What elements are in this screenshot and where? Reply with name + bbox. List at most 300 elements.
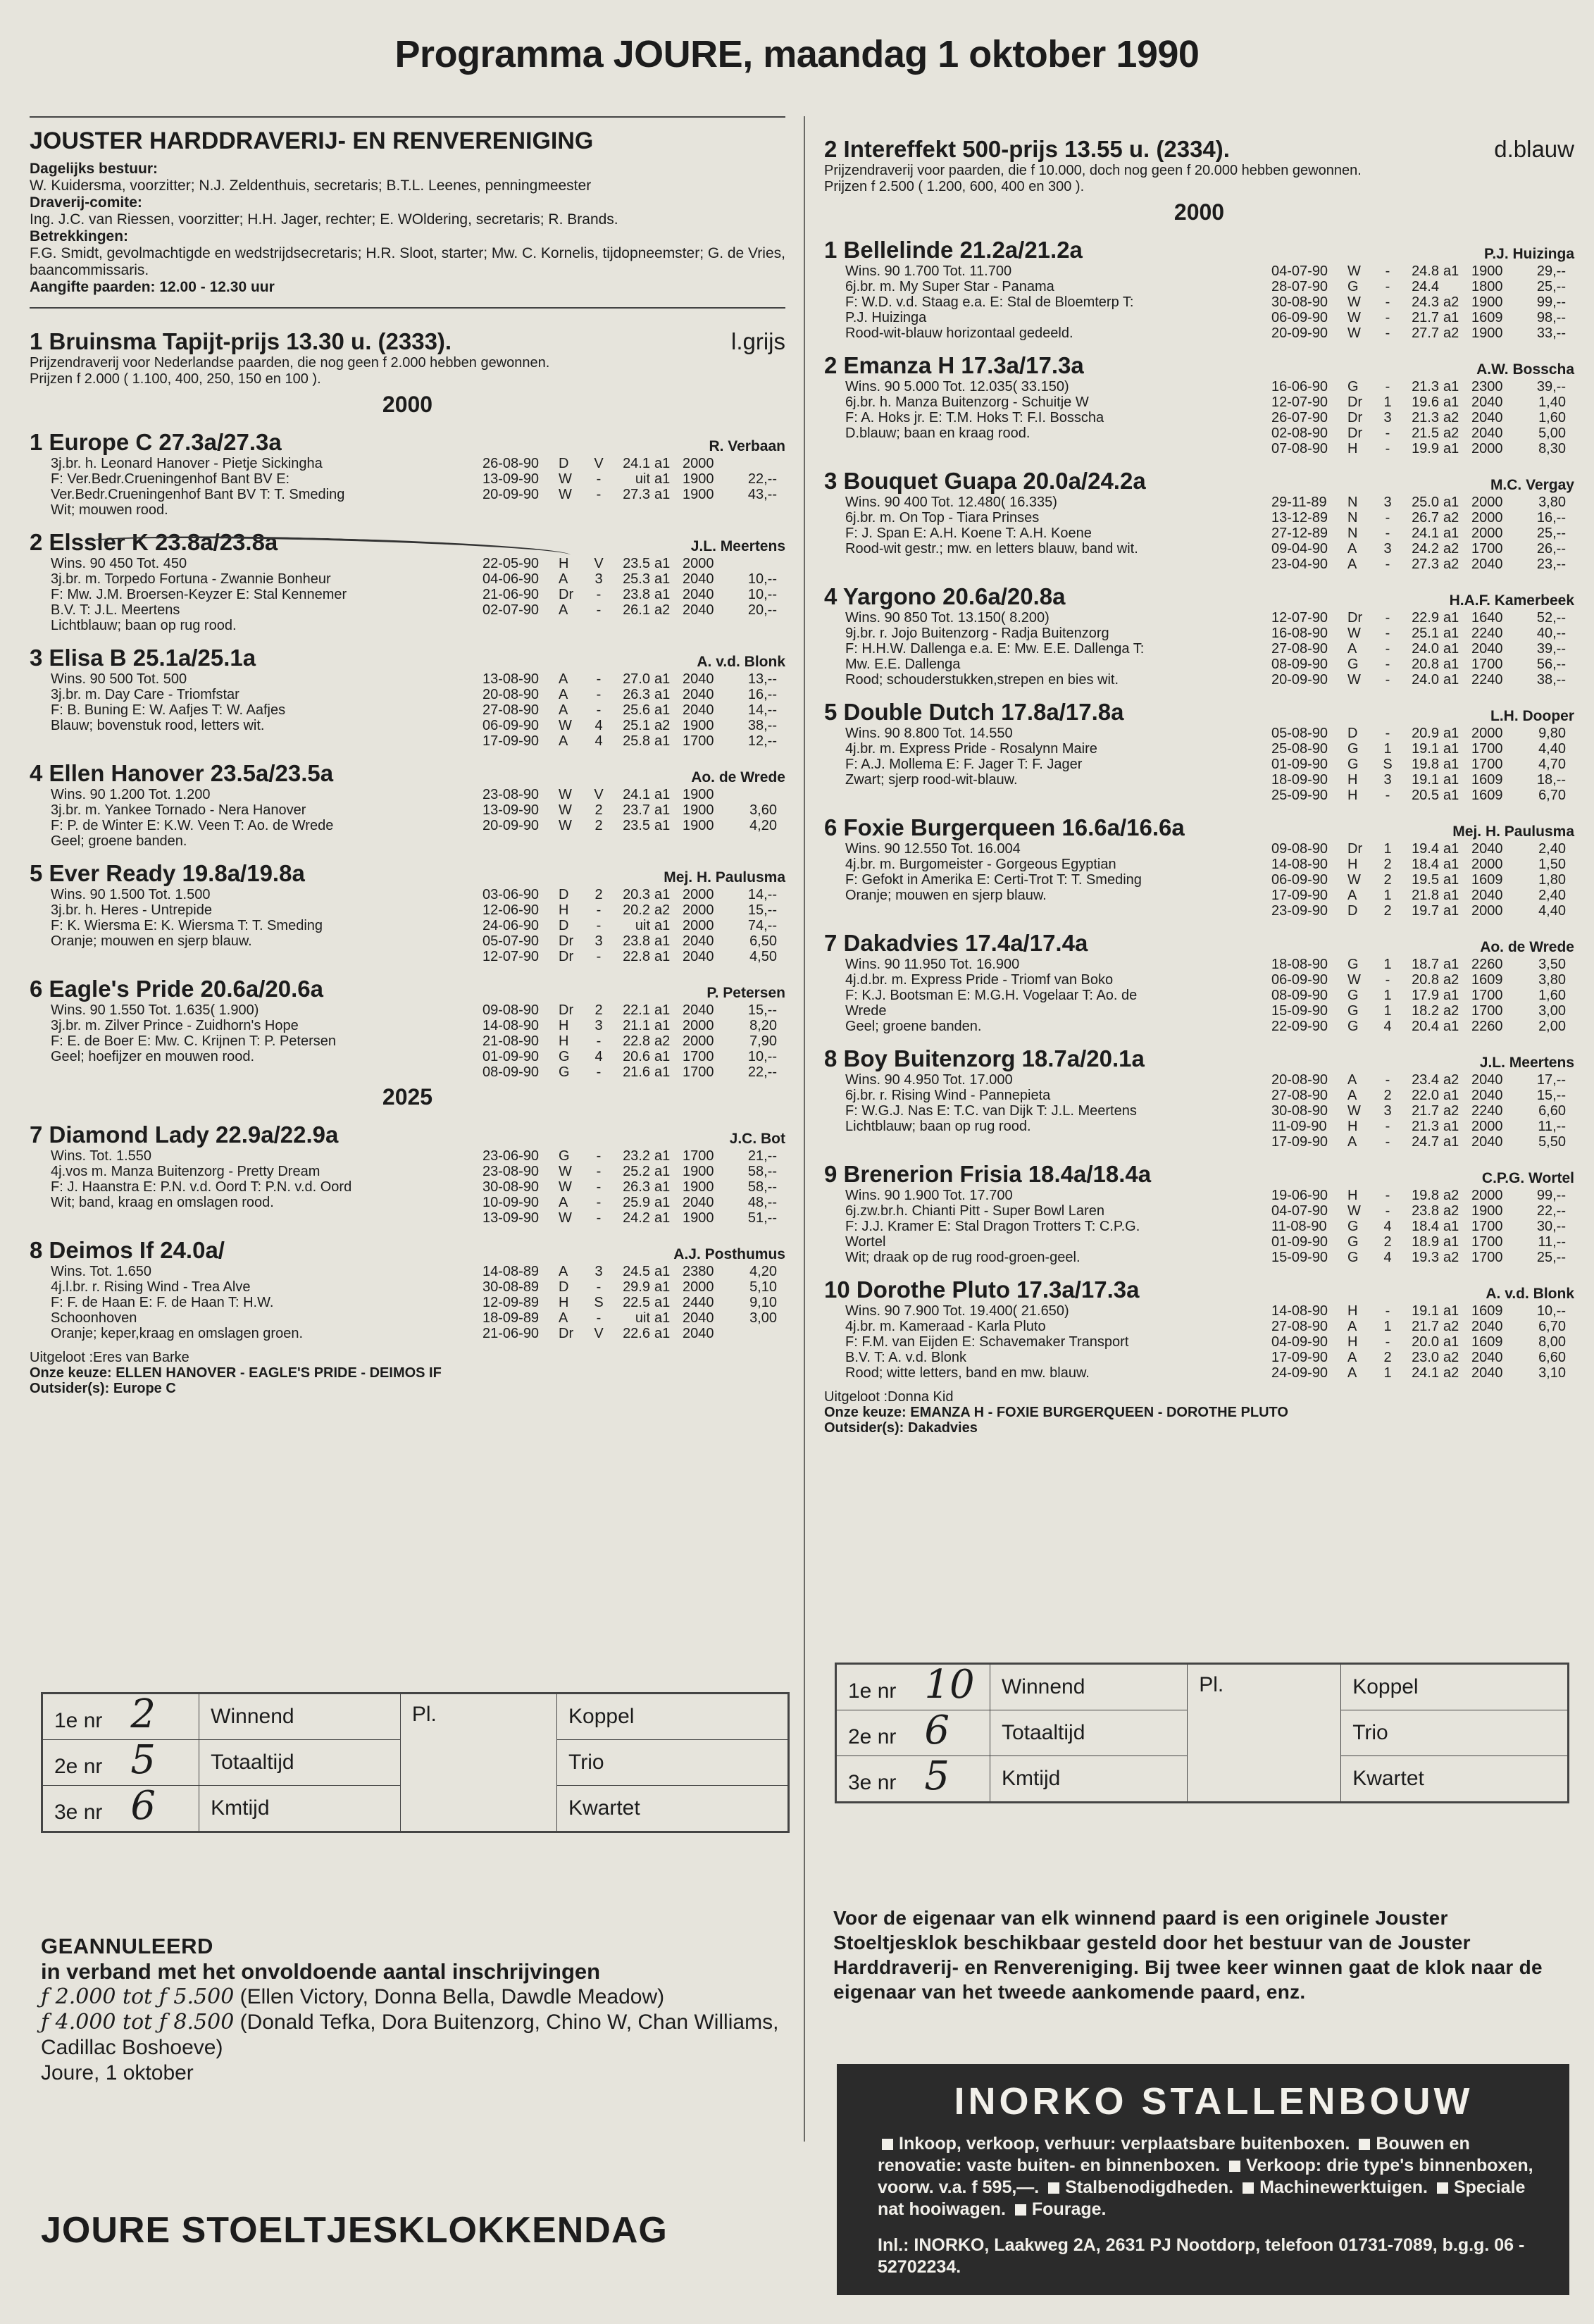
perf-time: 18.9	[1412, 1234, 1439, 1250]
performance-table	[1271, 841, 1574, 919]
perf-time: 20.8	[1412, 657, 1439, 672]
perf-place: 2	[594, 887, 603, 902]
result-label: Kmtijd	[990, 1756, 1187, 1802]
horse-header	[824, 352, 1574, 379]
perf-track: W	[559, 1179, 572, 1195]
perf-prize: 3,00	[1538, 1003, 1566, 1019]
horse-info-line: Wins. 90 5.000 Tot. 12.035( 33.150)	[845, 379, 1069, 394]
perf-distance: 2000	[683, 456, 714, 471]
perf-date: 29-11-89	[1271, 495, 1327, 510]
performance-row	[482, 671, 785, 687]
perf-distance: 1640	[1471, 610, 1503, 626]
performance-row	[1271, 772, 1574, 788]
perf-distance: 1700	[683, 1064, 714, 1080]
perf-prize: 40,--	[1536, 626, 1566, 641]
perf-date: 13-09-90	[482, 471, 540, 487]
horse-info-line: Rood; witte letters, band en mw. blauw.	[845, 1365, 1090, 1381]
horse-name: 3 Elisa B 25.1a/25.1a	[30, 645, 256, 671]
perf-track: A	[559, 733, 568, 749]
perf-time: uit	[635, 1310, 650, 1326]
perf-prize: 10,--	[747, 571, 777, 587]
perf-start: a1	[654, 1064, 671, 1080]
cancelled-section	[41, 1934, 798, 2086]
perf-place: -	[596, 1148, 602, 1164]
horse-entry	[30, 860, 785, 964]
race-color: l.grijs	[730, 328, 785, 354]
result-position	[43, 1691, 199, 1740]
perf-time: 20.2	[623, 902, 650, 918]
perf-prize: 21,--	[747, 1148, 777, 1164]
perf-time: 22.8	[623, 1033, 650, 1049]
perf-track: H	[1347, 788, 1358, 803]
perf-start: a1	[1443, 379, 1459, 394]
perf-date: 20-08-90	[1271, 1072, 1328, 1088]
performance-row	[482, 602, 785, 618]
perf-distance: 1700	[1471, 1003, 1503, 1019]
horse-info-line: Wortel	[845, 1234, 886, 1250]
perf-time: 23.8	[1412, 1203, 1439, 1219]
horse-entry	[30, 760, 785, 849]
race-prizes: Prijzen f 2.000 ( 1.100, 400, 250, 150 en 100 ).	[30, 371, 321, 387]
perf-date: 04-07-90	[1271, 263, 1328, 279]
performance-row	[482, 933, 785, 949]
perf-start: a1	[1443, 1134, 1459, 1150]
perf-track: D	[559, 1279, 569, 1295]
perf-track: W	[559, 1210, 572, 1226]
result-card-race-1	[41, 1692, 790, 1833]
horse-trainer: H.A.F. Kamerbeek	[1449, 592, 1574, 609]
horse-info-line: F: F. de Haan E: F. de Haan T: H.W.	[51, 1295, 274, 1310]
perf-prize: 6,50	[749, 933, 777, 949]
horse-body	[824, 263, 1574, 341]
horse-name: 2 Emanza H 17.3a/17.3a	[824, 352, 1084, 378]
perf-distance: 2040	[683, 1002, 714, 1018]
perf-time: 19.1	[1412, 1303, 1439, 1319]
perf-start: a2	[1443, 425, 1459, 441]
perf-prize: 1,50	[1538, 857, 1566, 872]
perf-distance: 2040	[1471, 1088, 1503, 1103]
perf-prize: 48,--	[747, 1195, 777, 1210]
perf-start: a1	[1443, 1219, 1459, 1234]
perf-time: 25.0	[1412, 495, 1439, 510]
performance-row	[1271, 425, 1574, 441]
horse-trainer: A.W. Bosscha	[1476, 361, 1574, 378]
perf-date: 18-09-90	[1271, 772, 1328, 788]
perf-prize: 22,--	[747, 471, 777, 487]
horse-info-line: 4j.d.br. m. Express Pride - Triomf van Boko	[845, 972, 1114, 988]
perf-place: -	[1385, 526, 1390, 541]
perf-prize: 6,70	[1538, 788, 1566, 803]
horse-info-line: F: W.G.J. Nas E: T.C. van Dijk T: J.L. Meertens	[845, 1103, 1137, 1119]
performance-row	[1271, 294, 1574, 310]
perf-track: D	[559, 456, 569, 471]
result-bet: Koppel	[1341, 1665, 1568, 1710]
perf-track: G	[1347, 1019, 1359, 1034]
horse-info-line: D.blauw; baan en kraag rood.	[845, 425, 1031, 441]
perf-time: 26.1	[623, 602, 650, 618]
perf-track: A	[559, 571, 568, 587]
perf-place: -	[596, 1310, 602, 1326]
perf-distance: 2040	[1471, 425, 1503, 441]
horse-info-line: 6j.br. r. Rising Wind - Pannepieta	[845, 1088, 1051, 1103]
perf-prize: 7,90	[749, 1033, 777, 1049]
horse-body	[30, 671, 785, 749]
perf-start: a1	[1443, 672, 1459, 688]
horse-info-line: Wrede	[845, 1003, 887, 1019]
performance-row	[482, 571, 785, 587]
performance-row	[1271, 1072, 1574, 1088]
perf-prize: 25,--	[1536, 279, 1566, 294]
perf-track: Dr	[1347, 425, 1363, 441]
horse-entry	[824, 814, 1574, 919]
perf-start: a1	[1443, 888, 1459, 903]
perf-date: 11-08-90	[1271, 1219, 1327, 1234]
perf-date: 08-09-90	[1271, 657, 1328, 672]
perf-start: a1	[1443, 1119, 1459, 1134]
perf-date: 30-08-90	[1271, 294, 1328, 310]
perf-date: 17-09-90	[482, 733, 540, 749]
perf-distance: 2040	[1471, 1350, 1503, 1365]
perf-start: a1	[654, 887, 671, 902]
handwritten-number: 5	[924, 1753, 950, 1799]
race-distance: 2000	[1173, 199, 1225, 225]
perf-prize: 5,50	[1538, 1134, 1566, 1150]
horse-name: 7 Dakadvies 17.4a/17.4a	[824, 930, 1088, 956]
org-section-text: W. Kuidersma, voorzitter; N.J. Zeldenthuis, secretaris; B.T.L. Leenes, penningmeester	[30, 178, 592, 194]
horse-info-line: Schoonhoven	[51, 1310, 137, 1326]
horse-entry	[30, 429, 785, 518]
horse-info-line: F: W.D. v.d. Staag e.a. E: Stal de Bloemterp T:	[845, 294, 1134, 310]
horse-info-line: 6j.br. m. On Top - Tiara Prinses	[845, 510, 1040, 526]
perf-place: 3	[1383, 410, 1392, 425]
horse-info-line: 9j.br. r. Jojo Buitenzorg - Radja Buitenzorg	[845, 626, 1109, 641]
horse-header	[824, 930, 1574, 957]
org-section-label: Betrekkingen:	[30, 228, 129, 244]
perf-place: -	[596, 602, 602, 618]
performance-table	[482, 787, 785, 849]
horse-entry	[30, 1237, 785, 1341]
perf-date: 25-09-90	[1271, 788, 1328, 803]
performance-row	[1271, 672, 1574, 688]
perf-start: a2	[1443, 1365, 1459, 1381]
perf-prize: 13,--	[747, 671, 777, 687]
performance-row	[482, 1195, 785, 1210]
perf-place: -	[1385, 641, 1390, 657]
perf-prize: 3,00	[749, 1310, 777, 1326]
handwritten-number: 10	[924, 1662, 975, 1708]
horse-trainer: Ao. de Wrede	[1480, 939, 1574, 955]
perf-date: 15-09-90	[1271, 1003, 1328, 1019]
perf-place: 2	[1383, 872, 1392, 888]
horse-header	[30, 1121, 785, 1148]
perf-date: 05-08-90	[1271, 726, 1328, 741]
ad-item: Stalbenodigdheden.	[1065, 2177, 1234, 2197]
perf-distance: 2240	[1471, 626, 1503, 641]
perf-place: -	[1385, 1119, 1390, 1134]
result-label: Totaaltijd	[199, 1740, 401, 1786]
horse-info-line: Wins. 90 11.950 Tot. 16.900	[845, 957, 1020, 972]
perf-prize: 15,--	[747, 1002, 777, 1018]
perf-time: 25.3	[623, 571, 650, 587]
perf-time: 21.3	[1412, 410, 1439, 425]
perf-time: 22.0	[1412, 1088, 1439, 1103]
perf-distance: 2040	[1471, 394, 1503, 410]
performance-row	[1271, 526, 1574, 541]
result-place: Pl.	[400, 1694, 556, 1832]
horse-body	[30, 787, 785, 849]
cancelled-horses: (Donald Tefka, Dora Buitenzorg, Chino W, Chan Williams, Cadillac Boshoeve)	[41, 2011, 779, 2059]
perf-track: G	[1347, 988, 1359, 1003]
horse-trainer: M.C. Vergay	[1490, 477, 1574, 493]
perf-place: -	[596, 587, 602, 602]
perf-date: 10-09-90	[482, 1195, 540, 1210]
perf-track: H	[559, 556, 569, 571]
horse-info-line: F: J. Haanstra E: P.N. v.d. Oord T: P.N. v.d. Oord	[51, 1179, 352, 1195]
race-color: d.blauw	[1494, 136, 1574, 162]
performance-row	[482, 1064, 785, 1080]
perf-date: 18-09-89	[482, 1310, 540, 1326]
perf-date: 24-06-90	[482, 918, 540, 933]
performance-row	[482, 1210, 785, 1226]
horse-trainer: Mej. H. Paulusma	[664, 869, 785, 886]
perf-place: -	[596, 1033, 602, 1049]
performance-row	[1271, 394, 1574, 410]
performance-row	[1271, 1119, 1574, 1134]
performance-row	[1271, 1234, 1574, 1250]
perf-track: G	[1347, 1234, 1359, 1250]
perf-track: Dr	[1347, 610, 1363, 626]
cancelled-line	[41, 1984, 798, 2010]
perf-start: a1	[654, 487, 671, 502]
horse-info	[51, 556, 482, 633]
horse-info-line: F: F.M. van Eijden E: Schavemaker Transport	[845, 1334, 1129, 1350]
perf-time: 22.8	[623, 949, 650, 964]
perf-track: W	[559, 718, 572, 733]
perf-date: 03-06-90	[482, 887, 540, 902]
perf-distance: 1900	[683, 1179, 714, 1195]
perf-start: a1	[654, 818, 671, 833]
horse-header	[30, 1237, 785, 1264]
perf-date: 26-08-90	[482, 456, 540, 471]
result-bet: Trio	[1341, 1710, 1568, 1756]
perf-place: 3	[1383, 1103, 1392, 1119]
perf-place: -	[1385, 263, 1390, 279]
perf-time: 25.9	[623, 1195, 650, 1210]
performance-row	[1271, 757, 1574, 772]
performance-row	[482, 1002, 785, 1018]
perf-track: G	[1347, 279, 1359, 294]
perf-distance: 1700	[1471, 1234, 1503, 1250]
horse-header	[824, 468, 1574, 495]
horse-info-line: 4j.l.br. r. Rising Wind - Trea Alve	[51, 1279, 251, 1295]
result-position-label: 2e nr	[54, 1755, 103, 1778]
horse-info-line: 3j.br. m. Day Care - Triomfstar	[51, 687, 239, 702]
perf-place: -	[1385, 626, 1390, 641]
horse-entry	[824, 468, 1574, 572]
perf-distance: 1609	[1471, 1334, 1503, 1350]
result-card-race-2	[835, 1663, 1569, 1803]
horse-name: 7 Diamond Lady 22.9a/22.9a	[30, 1121, 339, 1148]
perf-distance: 1900	[683, 718, 714, 733]
performance-table	[1271, 1072, 1574, 1150]
horse-info-line: F: Ver.Bedr.Crueningenhof Bant BV E:	[51, 471, 290, 487]
perf-prize: 3,80	[1538, 495, 1566, 510]
perf-start: a1	[1443, 626, 1459, 641]
perf-prize: 1,60	[1538, 410, 1566, 425]
perf-distance: 1700	[1471, 541, 1503, 557]
result-position	[837, 1710, 990, 1756]
perf-time: 17.9	[1412, 988, 1439, 1003]
perf-place: -	[1385, 1303, 1390, 1319]
perf-prize: 51,--	[747, 1210, 777, 1226]
perf-place: 1	[1383, 1003, 1392, 1019]
perf-prize	[726, 1326, 777, 1341]
horse-name: 6 Eagle's Pride 20.6a/20.6a	[30, 976, 323, 1002]
perf-track: A	[1347, 557, 1357, 572]
perf-prize: 9,10	[749, 1295, 777, 1310]
perf-prize: 25,--	[1536, 1250, 1566, 1265]
perf-start: a1	[654, 556, 671, 571]
perf-place: -	[596, 949, 602, 964]
perf-start: a1	[1443, 526, 1459, 541]
perf-time: 21.3	[1412, 1119, 1439, 1134]
perf-date: 08-09-90	[482, 1064, 540, 1080]
horse-info	[845, 841, 1271, 919]
perf-time: 20.9	[1412, 726, 1439, 741]
perf-prize: 99,--	[1536, 294, 1566, 310]
perf-track: W	[1347, 626, 1361, 641]
cancelled-line	[41, 2010, 798, 2061]
perf-distance: 2000	[1471, 1119, 1503, 1134]
perf-track: A	[559, 702, 568, 718]
perf-place: -	[1385, 672, 1390, 688]
perf-distance: 2000	[1471, 857, 1503, 872]
horse-info-line: 4j.br. m. Burgomeister - Gorgeous Egyptian	[845, 857, 1116, 872]
cancelled-horses: (Ellen Victory, Donna Bella, Dawdle Meadow)	[234, 1985, 665, 2008]
race-distance: 2000	[382, 392, 433, 417]
performance-row	[482, 1179, 785, 1195]
perf-distance: 1900	[1471, 263, 1503, 279]
perf-track: W	[1347, 294, 1361, 310]
horse-info-line: Wit; band, kraag en omslagen rood.	[51, 1195, 274, 1210]
performance-row	[1271, 1088, 1574, 1103]
horse-trainer: J.C. Bot	[729, 1131, 785, 1147]
perf-place: 1	[1383, 1319, 1392, 1334]
perf-distance: 2000	[1471, 526, 1503, 541]
perf-place: V	[594, 556, 604, 571]
perf-prize: 3,60	[749, 802, 777, 818]
horse-body	[30, 887, 785, 964]
perf-track: A	[1347, 641, 1357, 657]
perf-place: 1	[1383, 741, 1392, 757]
organization-name: JOUSTER HARDDRAVERIJ- EN RENVERENIGING	[30, 128, 594, 154]
perf-prize: 98,--	[1536, 310, 1566, 325]
perf-start: a2	[654, 1033, 671, 1049]
perf-place: S	[1383, 757, 1393, 772]
horse-info-line: Oranje; mouwen en sjerp blauw.	[51, 933, 252, 949]
performance-row	[1271, 788, 1574, 803]
perf-start: a1	[654, 1310, 671, 1326]
perf-date: 13-12-89	[1271, 510, 1328, 526]
performance-row	[1271, 1003, 1574, 1019]
perf-time: 21.7	[1412, 1319, 1439, 1334]
horse-entry	[824, 1161, 1574, 1265]
perf-start: a1	[1443, 857, 1459, 872]
perf-date: 09-08-90	[482, 1002, 540, 1018]
horse-header	[824, 1276, 1574, 1303]
perf-track: W	[559, 787, 572, 802]
horse-info-line: Wins. 90 1.900 Tot. 17.700	[845, 1188, 1013, 1203]
perf-start: a1	[1443, 657, 1459, 672]
perf-time: 24.1	[1412, 1365, 1439, 1381]
perf-time: 25.2	[623, 1164, 650, 1179]
race-title: 2 Intereffekt 500-prijs 13.55 u. (2334).	[824, 136, 1230, 162]
perf-start: a1	[1443, 726, 1459, 741]
outsiders: Outsider(s): Dakadvies	[824, 1420, 978, 1436]
ad-item: Fourage.	[1031, 2199, 1107, 2219]
perf-track: G	[559, 1148, 570, 1164]
perf-track: A	[559, 602, 568, 618]
perf-track: H	[1347, 1334, 1358, 1350]
perf-start: a1	[654, 1195, 671, 1210]
perf-start: a1	[654, 933, 671, 949]
perf-time: 20.5	[1412, 788, 1439, 803]
perf-prize: 22,--	[747, 1064, 777, 1080]
perf-track: D	[559, 918, 569, 933]
ad-item: Bouwen en renovatie: vaste buiten- en binnenboxen.	[878, 2134, 1470, 2175]
performance-row	[482, 1279, 785, 1295]
perf-time: 20.4	[1412, 1019, 1439, 1034]
perf-time: uit	[635, 471, 650, 487]
perf-start: a1	[654, 1264, 671, 1279]
perf-prize: 17,--	[1536, 1072, 1566, 1088]
left-column	[30, 116, 785, 2145]
inorko-advertisement	[837, 2064, 1569, 2295]
perf-time: uit	[635, 918, 650, 933]
perf-time: 24.2	[623, 1210, 650, 1226]
horse-trainer: J.L. Meertens	[1479, 1055, 1574, 1071]
perf-distance: 1609	[1471, 972, 1503, 988]
horse-header	[30, 760, 785, 787]
perf-date: 30-08-90	[1271, 1103, 1328, 1119]
perf-prize: 16,--	[747, 687, 777, 702]
perf-time: 18.4	[1412, 857, 1439, 872]
perf-place: -	[596, 487, 602, 502]
perf-date: 23-06-90	[482, 1148, 540, 1164]
handwritten-number: 2	[130, 1691, 156, 1737]
perf-date: 27-08-90	[482, 702, 540, 718]
race-2	[824, 136, 1574, 1436]
perf-distance: 2040	[683, 687, 714, 702]
perf-prize: 4,70	[1538, 757, 1566, 772]
perf-place: 2	[594, 818, 603, 833]
perf-distance: 2040	[683, 1310, 714, 1326]
perf-distance: 1700	[1471, 741, 1503, 757]
result-position	[43, 1737, 199, 1786]
perf-start: a2	[1443, 410, 1459, 425]
horse-info-line: Wins. 90 1.700 Tot. 11.700	[845, 263, 1012, 279]
perf-start: a1	[1443, 841, 1459, 857]
horse-info-line: Rood-wit gestr.; mw. en letters blauw, band wit.	[845, 541, 1138, 557]
race-notes	[30, 1350, 785, 1396]
org-section-label: Dagelijks bestuur:	[30, 161, 158, 177]
perf-start: a2	[1443, 1188, 1459, 1203]
perf-start: a1	[1443, 872, 1459, 888]
performance-row	[482, 918, 785, 933]
performance-row	[1271, 1219, 1574, 1234]
outsiders: Outsider(s): Europe C	[30, 1381, 176, 1396]
perf-distance: 1700	[683, 1049, 714, 1064]
